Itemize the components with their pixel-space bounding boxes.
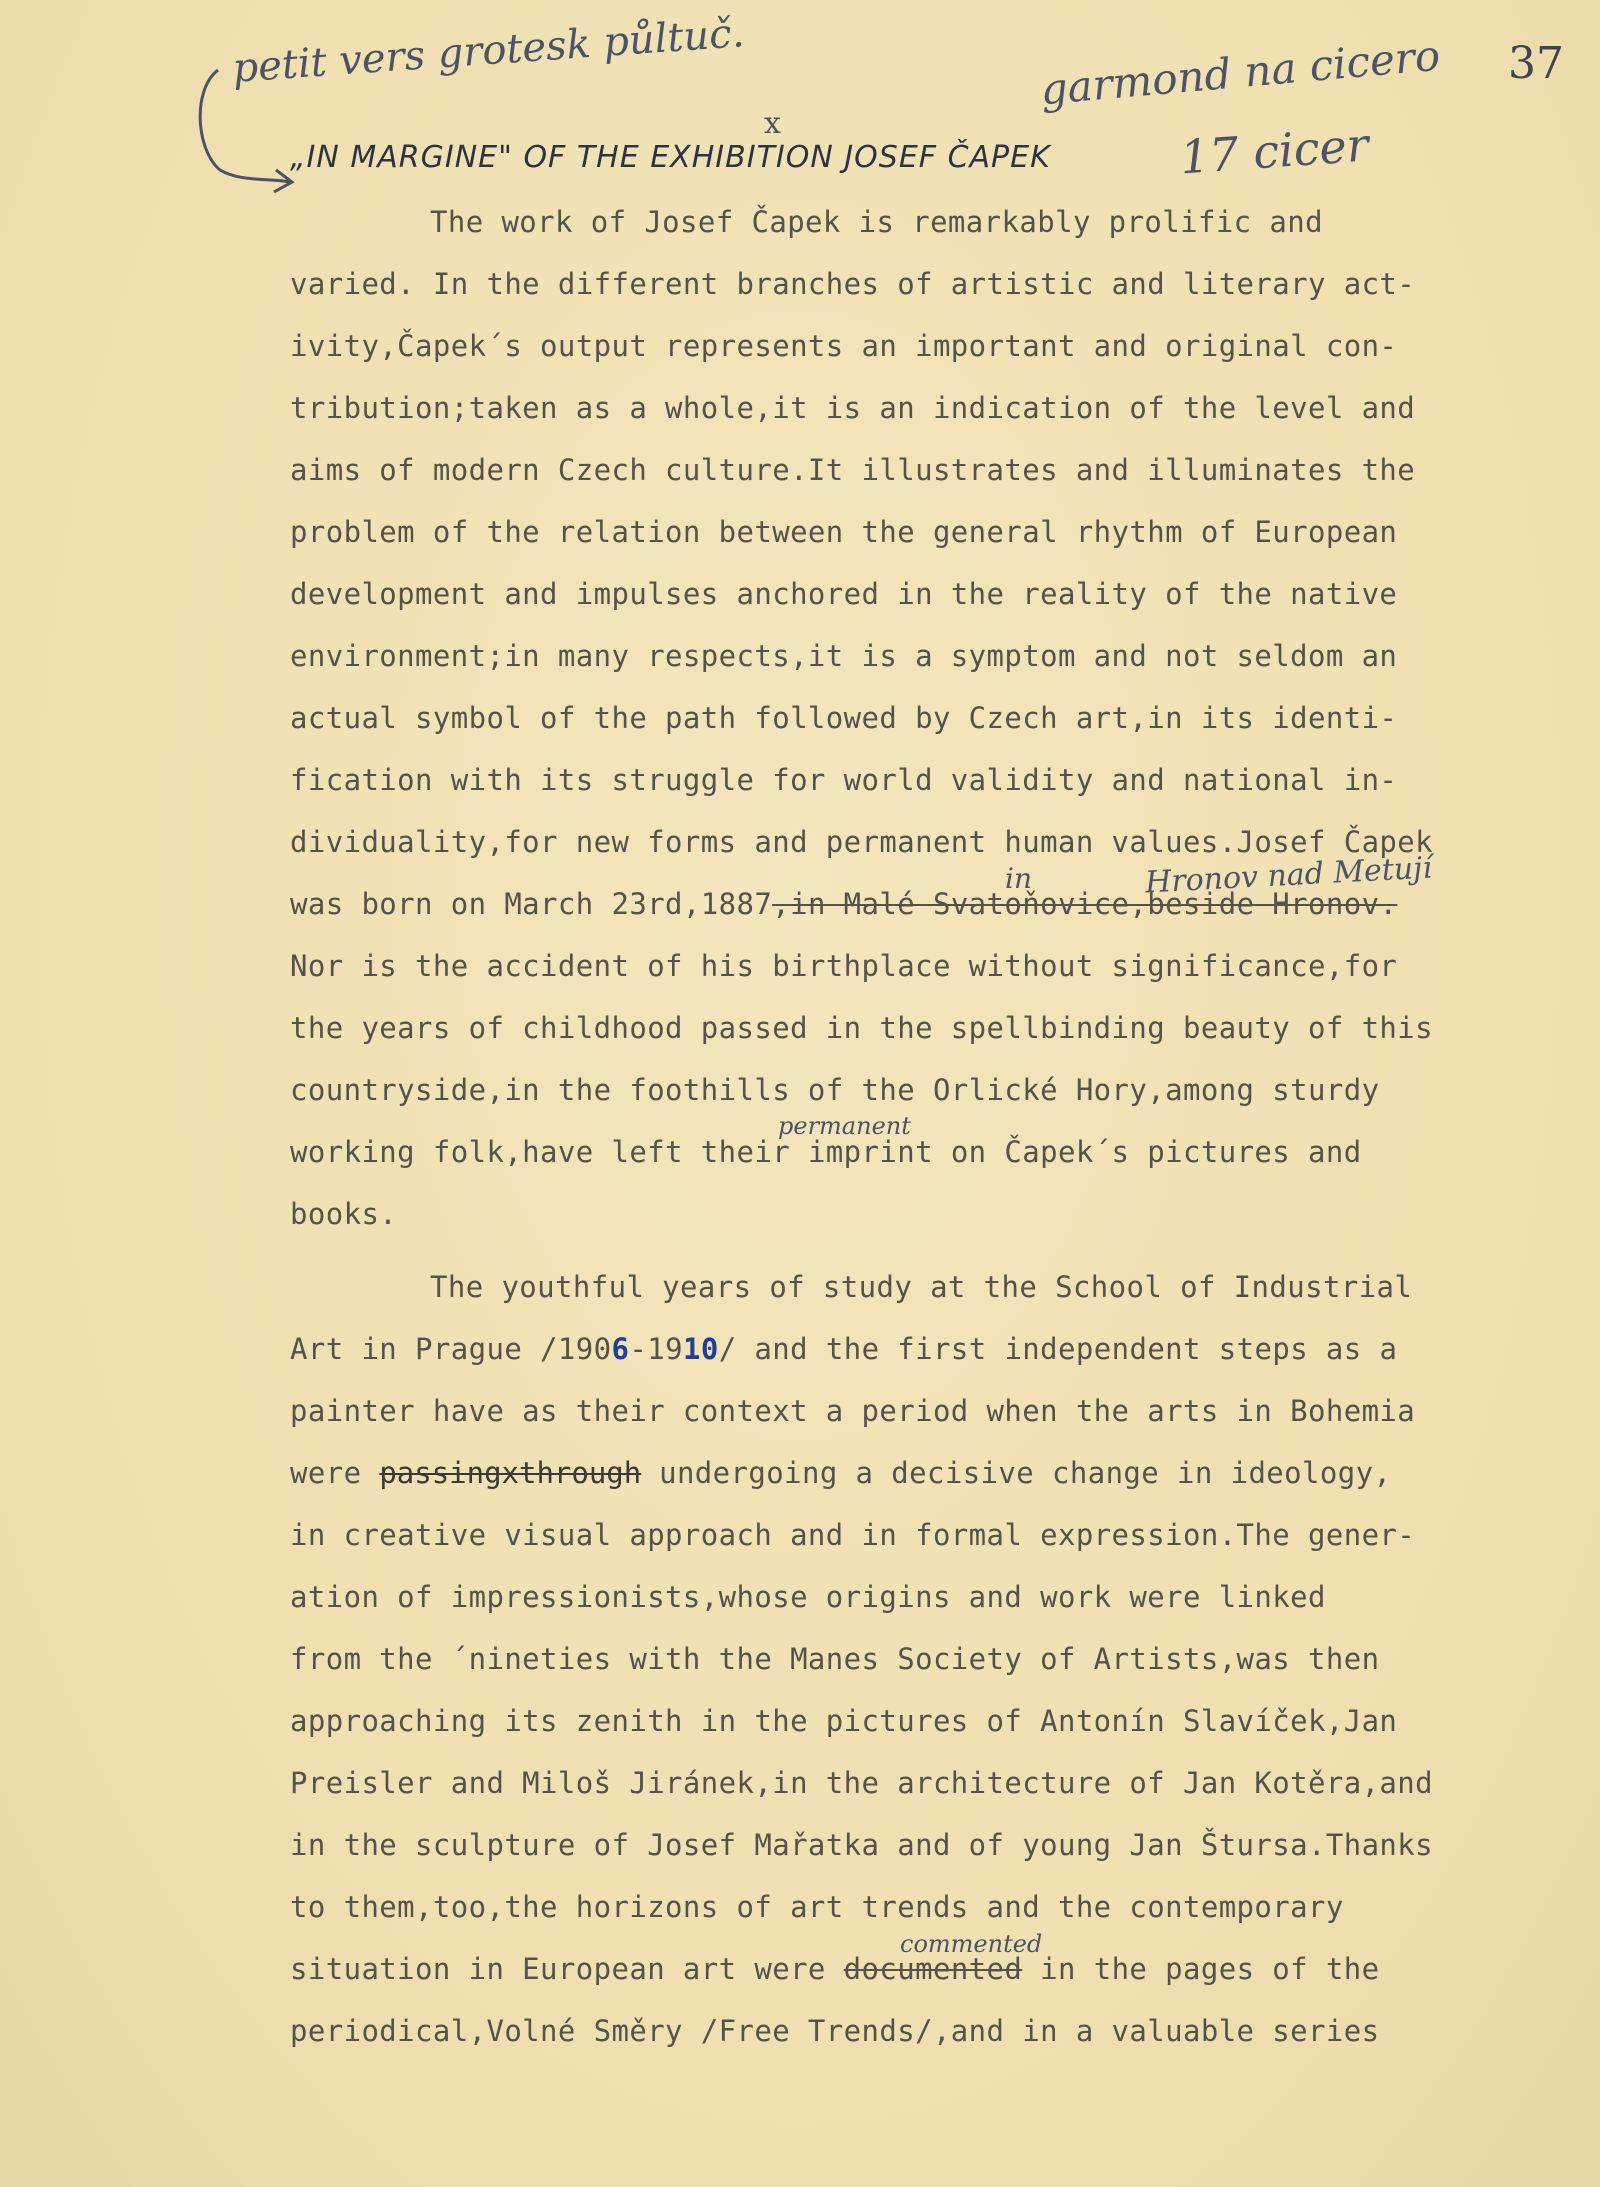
text-line: tribution;taken as a whole,it is an indication of the level and — [290, 391, 1416, 425]
text-line: The work of Josef Čapek is remarkably prolific and — [430, 205, 1323, 239]
text-line-were: were passingxthrough undergoing a decisive change in ideology, — [290, 1456, 1392, 1490]
text-line: actual symbol of the path followed by Czech art,in its identi- — [290, 701, 1398, 735]
year-correction-end: 10 — [682, 1332, 719, 1366]
note-garmond-instruction: garmond na cicero — [1038, 30, 1442, 115]
text-line: dividuality,for new forms and permanent human values.Josef Čapek — [290, 825, 1434, 859]
annotation-arrow — [190, 60, 300, 210]
text-line: problem of the relation between the general rhythm of European — [290, 515, 1398, 549]
document-title: „IN MARGINE" OF THE EXHIBITION JOSEF ČAPEK — [290, 140, 1051, 175]
title-insert-mark: x — [764, 106, 781, 141]
xed-out-text: passingxthrough — [379, 1456, 642, 1490]
text-line: Nor is the accident of his birthplace without significance,for — [290, 949, 1398, 983]
insert-commented: commented — [900, 1930, 1043, 1958]
text-line: aims of modern Czech culture.It illustrates and illuminates the — [290, 453, 1416, 487]
text-line: ivity,Čapek´s output represents an important and original con- — [290, 329, 1398, 363]
text-line: approaching its zenith in the pictures of Antonín Slavíček,Jan — [290, 1704, 1398, 1738]
text-line: the years of childhood passed in the spellbinding beauty of this — [290, 1011, 1434, 1045]
text-line: countryside,in the foothills of the Orlické Hory,among sturdy — [290, 1073, 1380, 1107]
note-size-instruction: 17 cicer — [1178, 117, 1371, 185]
text-line: periodical,Volné Směry /Free Trends/,and in a valuable series — [290, 2014, 1380, 2048]
text-line: in creative visual approach and in formal expression.The gener- — [290, 1518, 1416, 1552]
text-line-born — [290, 887, 1397, 921]
born-text: was born on March 23rd,1887 — [290, 887, 773, 921]
page-number: 37 — [1508, 38, 1564, 89]
text-line: varied. In the different branches of artistic and literary act- — [290, 267, 1416, 301]
insert-permanent: permanent — [778, 1112, 911, 1140]
text-line: books. — [290, 1197, 398, 1231]
text-line: The youthful years of study at the School of Industrial — [430, 1270, 1413, 1304]
text-line: to them,too,the horizons of art trends and the contemporary — [290, 1890, 1344, 1924]
text-line: ation of impressionists,whose origins and work were linked — [290, 1580, 1326, 1614]
text-line-situation: situation in European art were documented in the pages of the — [290, 1952, 1380, 1986]
text-line: Preisler and Miloš Jiránek,in the architecture of Jan Kotěra,and — [290, 1766, 1434, 1800]
text-line: fication with its struggle for world validity and national in- — [290, 763, 1398, 797]
year-correction-start: 6 — [611, 1332, 630, 1366]
text-line: development and impulses anchored in the reality of the native — [290, 577, 1398, 611]
insert-in: in — [1005, 862, 1032, 895]
insert-hronov: Hronov nad Metují — [1144, 850, 1433, 901]
note-typeface-instruction: petit vers grotesk půltuč. — [231, 10, 746, 92]
text-line: environment;in many respects,it is a symptom and not seldom an — [290, 639, 1398, 673]
text-line: from the ´nineties with the Manes Society of Artists,was then — [290, 1642, 1380, 1676]
text-line-art: Art in Prague /1906-1910/ and the first independent steps as a — [290, 1332, 1398, 1366]
struck-birthplace: ,in Malé Svatoňovice,beside Hronov. — [772, 887, 1398, 921]
text-line-working: working folk,have left their imprint on Čapek´s pictures and — [290, 1135, 1362, 1169]
text-line: in the sculpture of Josef Mařatka and of young Jan Štursa.Thanks — [290, 1828, 1434, 1862]
struck-documented: documented — [843, 1952, 1023, 1986]
text-line: painter have as their context a period when the arts in Bohemia — [290, 1394, 1416, 1428]
